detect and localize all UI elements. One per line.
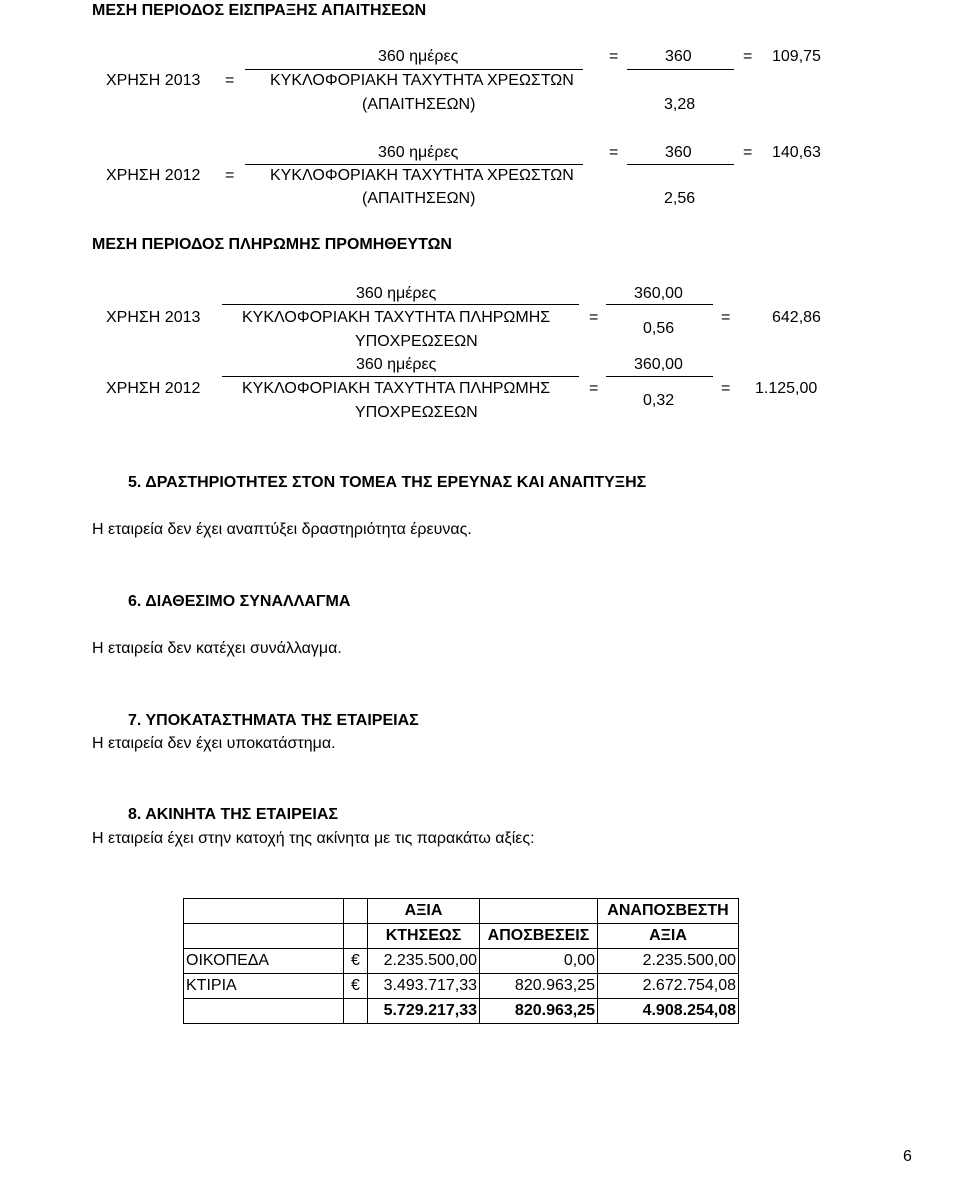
denominator-value: 0,32 bbox=[643, 392, 675, 409]
section-7-text: Η εταιρεία δεν έχει υποκατάστημα. bbox=[92, 735, 336, 752]
numerator-label: 360 ημέρες bbox=[356, 285, 437, 302]
equals-sign: = bbox=[609, 48, 619, 65]
asset-name: ΟΙΚΟΠΕΔΑ bbox=[184, 949, 344, 974]
fraction-line bbox=[606, 376, 713, 377]
denominator-label-2: ΥΠΟΧΡΕΩΣΕΩΝ bbox=[355, 333, 478, 350]
header-cell bbox=[480, 899, 598, 924]
result-value: 1.125,00 bbox=[755, 380, 818, 397]
result-value: 642,86 bbox=[772, 309, 821, 326]
header-cell: ΑΠΟΣΒΕΣΕΙΣ bbox=[480, 924, 598, 949]
header-cell bbox=[184, 924, 344, 949]
header-cell bbox=[184, 899, 344, 924]
section-6-text: Η εταιρεία δεν κατέχει συνάλλαγμα. bbox=[92, 640, 342, 657]
total-acquisition: 5.729.217,33 bbox=[368, 999, 480, 1024]
fraction-line bbox=[222, 376, 579, 377]
year-label: ΧΡΗΣΗ 2013 bbox=[106, 309, 201, 326]
denominator-value: 0,56 bbox=[643, 320, 675, 337]
acquisition-value: 3.493.717,33 bbox=[368, 974, 480, 999]
denominator-value: 3,28 bbox=[664, 96, 696, 113]
table-row bbox=[184, 949, 739, 974]
header-cell: ΑΝΑΠΟΣΒΕΣΤΗ bbox=[598, 899, 739, 924]
table-header-row bbox=[184, 899, 739, 924]
net-value: 2.672.754,08 bbox=[598, 974, 739, 999]
equals-sign: = bbox=[589, 380, 599, 397]
fraction-line bbox=[606, 304, 713, 305]
equals-sign: = bbox=[609, 144, 619, 161]
table-row bbox=[184, 974, 739, 999]
net-value: 2.235.500,00 bbox=[598, 949, 739, 974]
totals-cell bbox=[344, 999, 368, 1024]
currency-symbol: € bbox=[344, 949, 368, 974]
equals-sign: = bbox=[743, 48, 753, 65]
header-cell: ΑΞΙΑ bbox=[598, 924, 739, 949]
depreciation-value: 0,00 bbox=[480, 949, 598, 974]
header-cell: ΑΞΙΑ bbox=[368, 899, 480, 924]
numerator-label: 360 ημέρες bbox=[378, 144, 459, 161]
denominator-value: 2,56 bbox=[664, 190, 696, 207]
numerator-label: 360 ημέρες bbox=[378, 48, 459, 65]
section-5-heading: 5. ΔΡΑΣΤΗΡΙΟΤΗΤΕΣ ΣΤΟΝ ΤΟΜΕΑ ΤΗΣ ΕΡΕΥΝΑΣ ΚΑΙ ΑΝΑΠΤΥΞΗΣ bbox=[128, 474, 647, 491]
currency-symbol: € bbox=[344, 974, 368, 999]
equals-sign: = bbox=[743, 144, 753, 161]
asset-name: ΚΤΙΡΙΑ bbox=[184, 974, 344, 999]
table-totals-row bbox=[184, 999, 739, 1024]
denominator-label: ΚΥΚΛΟΦΟΡΙΑΚΗ ΤΑΧΥΤΗΤΑ ΧΡΕΩΣΤΩΝ bbox=[270, 72, 574, 89]
equals-sign: = bbox=[721, 380, 731, 397]
year-label: ΧΡΗΣΗ 2012 bbox=[106, 167, 201, 184]
payment-title: ΜΕΣΗ ΠΕΡΙΟΔΟΣ ΠΛΗΡΩΜΗΣ ΠΡΟΜΗΘΕΥΤΩΝ bbox=[92, 236, 452, 253]
equals-sign: = bbox=[225, 72, 235, 89]
header-cell bbox=[344, 924, 368, 949]
numerator-label: 360 ημέρες bbox=[356, 356, 437, 373]
numerator-value: 360,00 bbox=[634, 356, 683, 373]
totals-cell bbox=[184, 999, 344, 1024]
result-value: 109,75 bbox=[772, 48, 821, 65]
equals-sign: = bbox=[225, 167, 235, 184]
assets-table bbox=[183, 898, 739, 1024]
collection-title: ΜΕΣΗ ΠΕΡΙΟΔΟΣ ΕΙΣΠΡΑΞΗΣ ΑΠΑΙΤΗΣΕΩΝ bbox=[92, 2, 427, 19]
depreciation-value: 820.963,25 bbox=[480, 974, 598, 999]
total-depreciation: 820.963,25 bbox=[480, 999, 598, 1024]
header-cell: ΚΤΗΣΕΩΣ bbox=[368, 924, 480, 949]
equals-sign: = bbox=[721, 309, 731, 326]
page-number: 6 bbox=[903, 1148, 912, 1165]
denominator-label-2: ΥΠΟΧΡΕΩΣΕΩΝ bbox=[355, 404, 478, 421]
numerator-value: 360 bbox=[665, 144, 692, 161]
equals-sign: = bbox=[589, 309, 599, 326]
acquisition-value: 2.235.500,00 bbox=[368, 949, 480, 974]
denominator-label: ΚΥΚΛΟΦΟΡΙΑΚΗ ΤΑΧΥΤΗΤΑ ΠΛΗΡΩΜΗΣ bbox=[242, 380, 551, 397]
fraction-line bbox=[627, 69, 734, 70]
fraction-line bbox=[245, 164, 583, 165]
section-7-heading: 7. ΥΠΟΚΑΤΑΣΤΗΜΑΤΑ ΤΗΣ ΕΤΑΙΡΕΙΑΣ bbox=[128, 712, 419, 729]
result-value: 140,63 bbox=[772, 144, 821, 161]
fraction-line bbox=[627, 164, 734, 165]
section-5-text: Η εταιρεία δεν έχει αναπτύξει δραστηριότητα έρευνας. bbox=[92, 521, 472, 538]
fraction-line bbox=[245, 69, 583, 70]
denominator-label: ΚΥΚΛΟΦΟΡΙΑΚΗ ΤΑΧΥΤΗΤΑ ΧΡΕΩΣΤΩΝ bbox=[270, 167, 574, 184]
section-8-text: Η εταιρεία έχει στην κατοχή της ακίνητα με τις παρακάτω αξίες: bbox=[92, 830, 535, 847]
section-6-heading: 6. ΔΙΑΘΕΣΙΜΟ ΣΥΝΑΛΛΑΓΜΑ bbox=[128, 593, 351, 610]
section-8-heading: 8. ΑΚΙΝΗΤΑ ΤΗΣ ΕΤΑΙΡΕΙΑΣ bbox=[128, 806, 339, 823]
denominator-label-2: (ΑΠΑΙΤΗΣΕΩΝ) bbox=[362, 96, 476, 113]
fraction-line bbox=[222, 304, 579, 305]
table-header-row bbox=[184, 924, 739, 949]
denominator-label-2: (ΑΠΑΙΤΗΣΕΩΝ) bbox=[362, 190, 476, 207]
numerator-value: 360,00 bbox=[634, 285, 683, 302]
year-label: ΧΡΗΣΗ 2013 bbox=[106, 72, 201, 89]
numerator-value: 360 bbox=[665, 48, 692, 65]
year-label: ΧΡΗΣΗ 2012 bbox=[106, 380, 201, 397]
header-cell bbox=[344, 899, 368, 924]
total-net-value: 4.908.254,08 bbox=[598, 999, 739, 1024]
denominator-label: ΚΥΚΛΟΦΟΡΙΑΚΗ ΤΑΧΥΤΗΤΑ ΠΛΗΡΩΜΗΣ bbox=[242, 309, 551, 326]
